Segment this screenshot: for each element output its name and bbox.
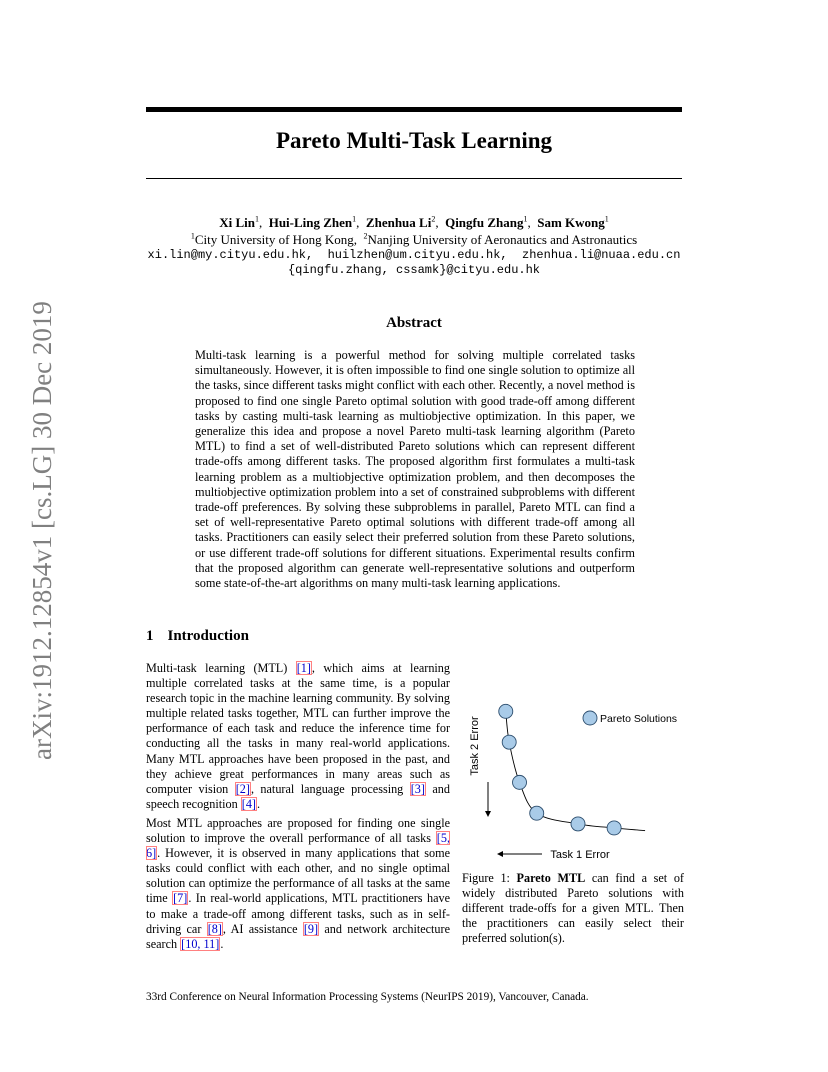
citation-link[interactable]: [8] bbox=[207, 921, 222, 936]
text-run: . bbox=[220, 936, 224, 951]
author-name: Qingfu Zhang bbox=[445, 215, 524, 230]
section-number: 1 bbox=[146, 628, 154, 644]
citation-link[interactable]: [5, 6] bbox=[146, 831, 450, 861]
pareto-point bbox=[571, 817, 585, 831]
affiliations bbox=[120, 232, 708, 247]
citation-link[interactable]: [7] bbox=[173, 891, 188, 906]
citation-link[interactable]: [9] bbox=[303, 921, 319, 936]
author-affil-mark: 1 bbox=[352, 214, 357, 224]
legend-marker bbox=[583, 711, 597, 725]
section-heading bbox=[146, 628, 249, 645]
affiliation-1: City University of Hong Kong, bbox=[194, 232, 357, 247]
affil-mark: 2 bbox=[363, 231, 368, 241]
pareto-point bbox=[607, 821, 621, 835]
affiliation-2: Nanjing University of Aeronautics and Astronautics bbox=[367, 232, 638, 247]
text-run: and speech recognition bbox=[146, 781, 450, 811]
author-name: Sam Kwong bbox=[537, 215, 605, 230]
pareto-front-curve bbox=[506, 711, 645, 830]
author-affil-mark: 2 bbox=[431, 214, 436, 224]
caption-text: can find a set of widely distributed Pareto solutions with different trade-offs for a given MTL. Then the practitioners can easily select their preferred solution(s). bbox=[462, 871, 684, 946]
author-list: Xi Lin$^1$, Hui-Ling Zhen$^1$, Zhenhua Li$^2$, Qingfu Zhang$^1$, Sam Kwong$^1$ bbox=[219, 214, 609, 230]
intro-paragraph-1 bbox=[146, 661, 450, 812]
author-emails-group: {qingfu.zhang, cssamk}@cityu.edu.hk bbox=[287, 263, 541, 277]
citation-link[interactable]: [10, 11] bbox=[181, 936, 220, 951]
author-name: Xi Lin bbox=[219, 215, 255, 230]
pareto-figure bbox=[462, 694, 684, 866]
affil-mark: 1 bbox=[190, 231, 195, 241]
author-name: Hui-Ling Zhen bbox=[268, 215, 353, 230]
paper-title: Pareto Multi-Task Learning bbox=[275, 128, 552, 153]
figure-caption bbox=[462, 871, 684, 946]
x-axis-label: Task 1 Error bbox=[550, 849, 610, 861]
citation-link[interactable]: [4] bbox=[241, 796, 256, 811]
section-title: Introduction bbox=[167, 628, 249, 644]
text-run: , natural language processing bbox=[250, 781, 410, 796]
text-run: Most MTL approaches are proposed for finding one single solution to improve the overall performance of all tasks bbox=[146, 816, 450, 846]
title-rule-top bbox=[146, 107, 682, 112]
y-axis-label: Task 2 Error bbox=[469, 716, 481, 776]
caption-bold: Pareto MTL bbox=[516, 871, 586, 885]
text-run: . However, it is observed in many applications that some tasks could conflict with each other, and no single optimal solution can optimize the performance of all tasks at the same time bbox=[146, 846, 450, 906]
citation-link[interactable]: [3] bbox=[410, 781, 425, 796]
author-affil-mark: 1 bbox=[604, 214, 609, 224]
legend-label: Pareto Solutions bbox=[600, 713, 678, 725]
pareto-point bbox=[502, 735, 516, 749]
text-run: Multi-task learning (MTL) bbox=[146, 661, 296, 675]
author-affil-mark: 1 bbox=[523, 214, 528, 224]
intro-paragraph-2 bbox=[146, 816, 450, 952]
title-rule-bottom bbox=[146, 178, 682, 179]
text-run: . In real-world applications, MTL practitioners have to make a trade-off among different tasks, such as in self-driving car bbox=[146, 891, 450, 936]
text-run: , AI assistance bbox=[222, 921, 303, 936]
pareto-point bbox=[513, 775, 527, 789]
author-name: Zhenhua Li bbox=[365, 215, 432, 230]
abstract-text: Multi-task learning is a powerful method for solving multiple correlated tasks simultaneously. However, it is often impossible to find one single solution to optimize all the tasks, since different tasks might conflict with each other. Recently, a novel method is proposed to find one single Pareto optimal solution with good trade-off among different tasks by casting multi-task learning as multiobjective optimization. In this paper, we generalize this idea and propose a novel Pareto multi-task learning algorithm (Pareto MTL) to find a set of well-distributed Pareto solutions which can represent different trade-offs among different tasks. The proposed algorithm first formulates a multi-task learning problem as a multiobjective optimization problem, and then decomposes the multiobjective optimization problem into a set of constrained subproblems with different trade-off preferences. By solving these subproblems in parallel, Pareto MTL can find a set of well-representative Pareto optimal solutions with different trade-off among all tasks. Practitioners can easily select their preferred solution from these Pareto solutions, or use different trade-off solutions for different situations. Experimental results confirm that the proposed algorithm can generate well-representative solutions and outperform some state-of-the-art algorithms on many multi-task learning applications. bbox=[195, 348, 635, 591]
citation-link[interactable]: [2] bbox=[235, 781, 250, 796]
abstract-heading: Abstract bbox=[386, 315, 442, 331]
conference-footer: 33rd Conference on Neural Information Processing Systems (NeurIPS 2019), Vancouver, Canada. bbox=[146, 991, 589, 1003]
text-run: and network architecture search bbox=[146, 921, 450, 951]
author-affil-mark: 1 bbox=[254, 214, 259, 224]
text-run: , which aims at learning multiple correlated tasks at the same time, is a popular research topic in the machine learning community. By solving multiple related tasks together, MTL can further improve the performance of each task and reduce the inference time for conducting all the tasks in many real-world applications. Many MTL approaches have been proposed in the past, and they achieve great performances in many areas such as computer vision bbox=[146, 661, 450, 796]
arxiv-sidebar-id: arXiv:1912.12854v1 [cs.LG] 30 Dec 2019 bbox=[27, 301, 57, 760]
text-run: . bbox=[256, 796, 261, 811]
pareto-point bbox=[499, 704, 513, 718]
citation-link[interactable]: [1] bbox=[296, 661, 311, 675]
author-emails: xi.lin@my.cityu.edu.hk, huilzhen@um.cityu.edu.hk, zhenhua.li@nuaa.edu.cn bbox=[147, 248, 681, 262]
caption-prefix: Figure 1: bbox=[462, 871, 517, 885]
pareto-point bbox=[530, 806, 544, 820]
